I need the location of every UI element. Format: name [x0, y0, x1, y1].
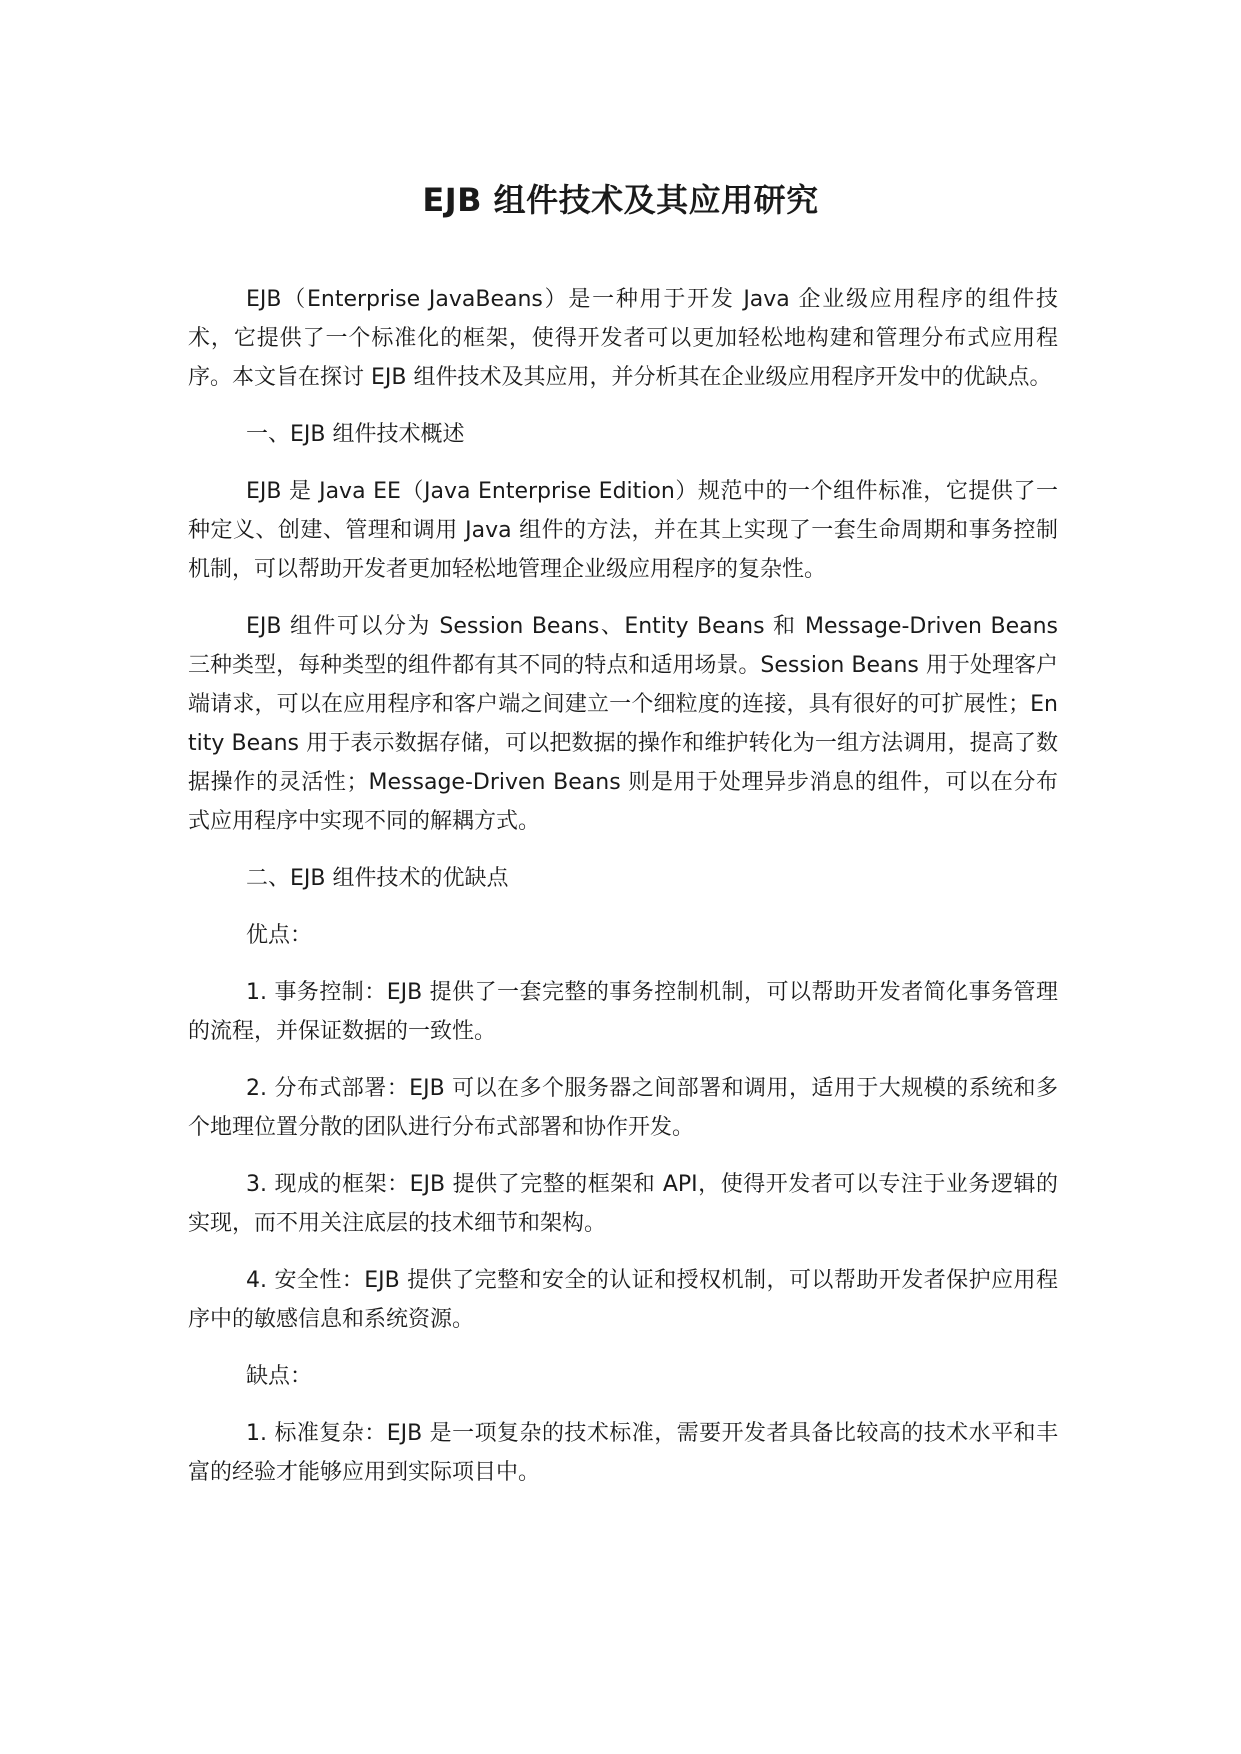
- advantage-item-1: 1. 事务控制：EJB 提供了一套完整的事务控制机制，可以帮助开发者简化事务管理的流程，并保证数据的一致性。: [188, 980, 1058, 1044]
- advantage-item-3: 3. 现成的框架：EJB 提供了完整的框架和 API，使得开发者可以专注于业务逻辑的实现，而不用关注底层的技术细节和架构。: [188, 1172, 1058, 1236]
- section-heading-overview: 一、EJB 组件技术概述: [246, 422, 465, 447]
- disadvantage-item-1: 1. 标准复杂：EJB 是一项复杂的技术标准，需要开发者具备比较高的技术水平和丰富的经验才能够应用到实际项目中。: [188, 1421, 1058, 1485]
- section-heading-pros-cons: 二、EJB 组件技术的优缺点: [246, 866, 509, 891]
- bean-types-paragraph: EJB 组件可以分为 Session Beans、Entity Beans 和 Message-Driven Beans 三种类型，每种类型的组件都有其不同的特点和适用场景。Session Beans 用于处理客户端请求，可以在应用程序和客户端之间建立一个细粒度的连接，具有很好的可扩展性；Entity Beans 用于表示数据存储，可以把数据的操作和维护转化为一组方法调用，提高了数据操作的灵活性；Message-Driven Beans 则是用于处理异步消息的组件，可以在分布式应用程序中实现不同的解耦方式。: [188, 614, 1058, 834]
- advantage-item-2: 2. 分布式部署：EJB 可以在多个服务器之间部署和调用，适用于大规模的系统和多个地理位置分散的团队进行分布式部署和协作开发。: [188, 1076, 1058, 1140]
- advantage-item-4: 4. 安全性：EJB 提供了完整和安全的认证和授权机制，可以帮助开发者保护应用程序中的敏感信息和系统资源。: [188, 1268, 1058, 1332]
- overview-paragraph: EJB 是 Java EE（Java Enterprise Edition）规范中的一个组件标准，它提供了一种定义、创建、管理和调用 Java 组件的方法，并在其上实现了一套生命周期和事务控制机制，可以帮助开发者更加轻松地管理企业级应用程序的复杂性。: [188, 479, 1058, 582]
- intro-paragraph: EJB（Enterprise JavaBeans）是一种用于开发 Java 企业级应用程序的组件技术，它提供了一个标准化的框架，使得开发者可以更加轻松地构建和管理分布式应用程序。本文旨在探讨 EJB 组件技术及其应用，并分析其在企业级应用程序开发中的优缺点。: [188, 287, 1058, 390]
- advantages-heading: 优点：: [246, 923, 313, 948]
- document-body: [188, 280, 1058, 1510]
- disadvantages-heading: 缺点：: [246, 1364, 313, 1389]
- document-title: EJB 组件技术及其应用研究: [422, 181, 819, 219]
